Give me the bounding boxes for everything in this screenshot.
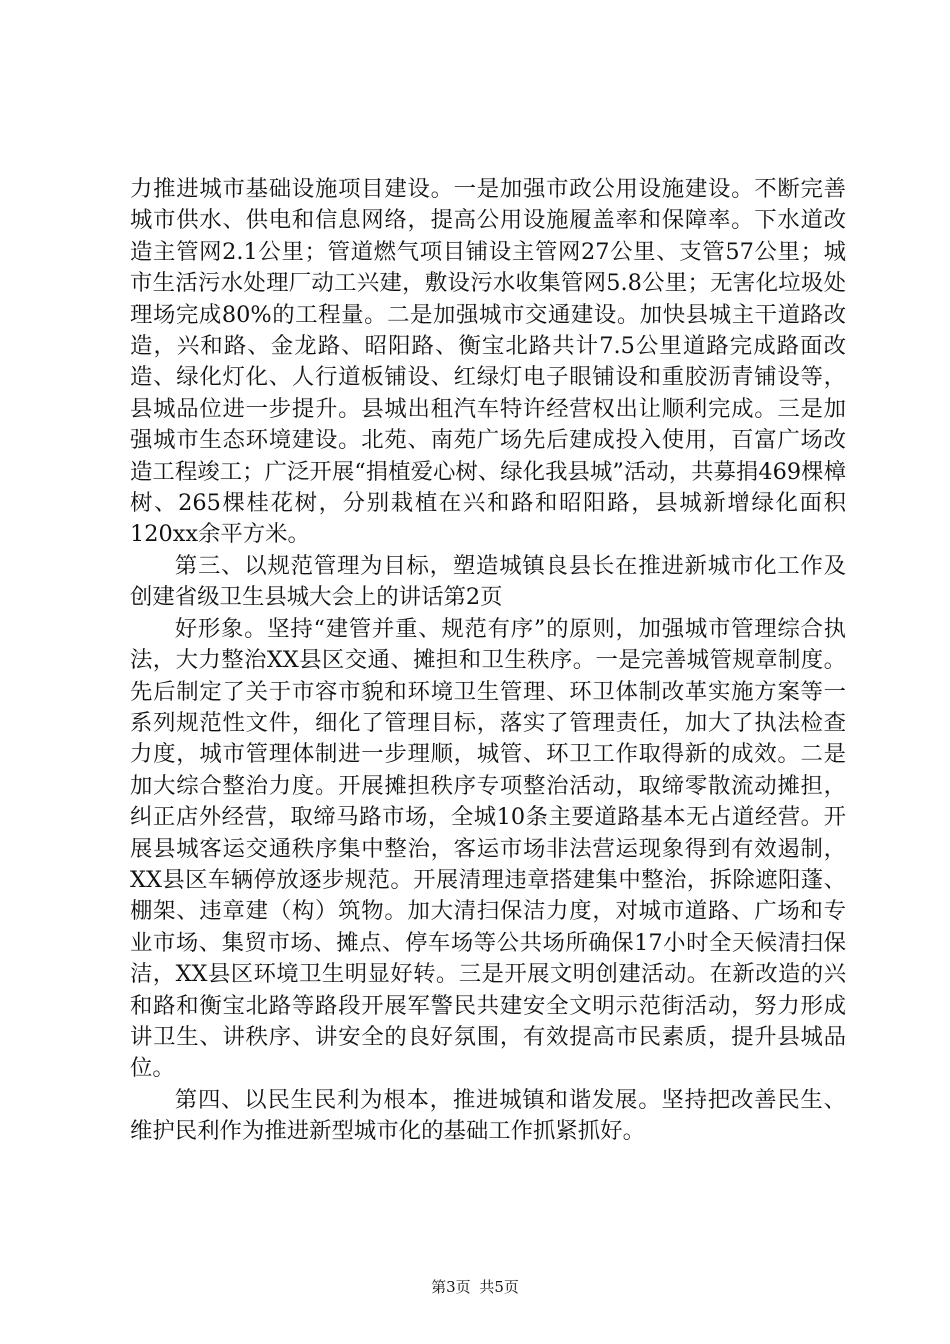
body-paragraph-2: 第三、以规范管理为目标，塑造城镇良县长在推进新城市化工作及创建省级卫生县城大会上的讲话第2页 [130, 552, 846, 611]
current-page-label: 第3页 [431, 1278, 471, 1296]
total-pages-label: 共5页 [479, 1278, 519, 1296]
body-paragraph-4: 第四、以民生民利为根本，推进城镇和谐发展。坚持把改善民生、维护民利作为推进新型城市化的基础工作抓紧抓好。 [130, 1086, 846, 1145]
body-paragraph-3: 好形象。坚持“建管并重、规范有序”的原则，加强城市管理综合执法，大力整治XX县区交通、摊担和卫生秩序。一是完善城管规章制度。先后制定了关于市容市貌和环境卫生管理、环卫体制改革实施方案等一系列规范性文件，细化了管理目标，落实了管理责任，加大了执法检查力度，城市管理体制进一步理顺，城管、环卫工作取得新的成效。二是加大综合整治力度。开展摊担秩序专项整治活动，取缔零散流动摊担，纠正店外经营，取缔马路市场，全城10条主要道路基本无占道经营。开展县城客运交通秩序集中整治，客运市场非法营运现象得到有效遏制，XX县区车辆停放逐步规范。开展清理违章搭建集中整治，拆除遮阳蓬、棚架、违章建（构）筑物。加大清扫保洁力度，对城市道路、广场和专业市场、集贸市场、摊点、停车场等公共场所确保17小时全天候清扫保洁，XX县区环境卫生明显好转。三是开展文明创建活动。在新改造的兴和路和衡宝北路等路段开展军警民共建安全文明示范街活动，努力形成讲卫生、讲秩序、讲安全的良好氛围，有效提高市民素质，提升县城品位。 [130, 615, 846, 1082]
page-footer [0, 1277, 950, 1297]
body-paragraph-1: 力推进城市基础设施项目建设。一是加强市政公用设施建设。不断完善城市供水、供电和信息网络，提高公用设施履盖率和保障率。下水道改造主管网2.1公里；管道燃气项目铺设主管网27公里、支管57公里；城市生活污水处理厂动工兴建，敷设污水收集管网5.8公里；无害化垃圾处理场完成80%的工程量。二是加强城市交通建设。加快县城主干道路改造，兴和路、金龙路、昭阳路、衡宝北路共计7.5公里道路完成路面改造、绿化灯化、人行道板铺设、红绿灯电子眼铺设和重胶沥青铺设等，县城品位进一步提升。县城出租汽车特许经营权出让顺利完成。三是加强城市生态环境建设。北苑、南苑广场先后建成投入使用，百富广场改造工程竣工；广泛开展“捐植爱心树、绿化我县城”活动，共募捐469棵樟树、265棵桂花树，分别栽植在兴和路和昭阳路，县城新增绿化面积120xx余平方米。 [130, 176, 846, 548]
document-body [130, 174, 846, 1148]
